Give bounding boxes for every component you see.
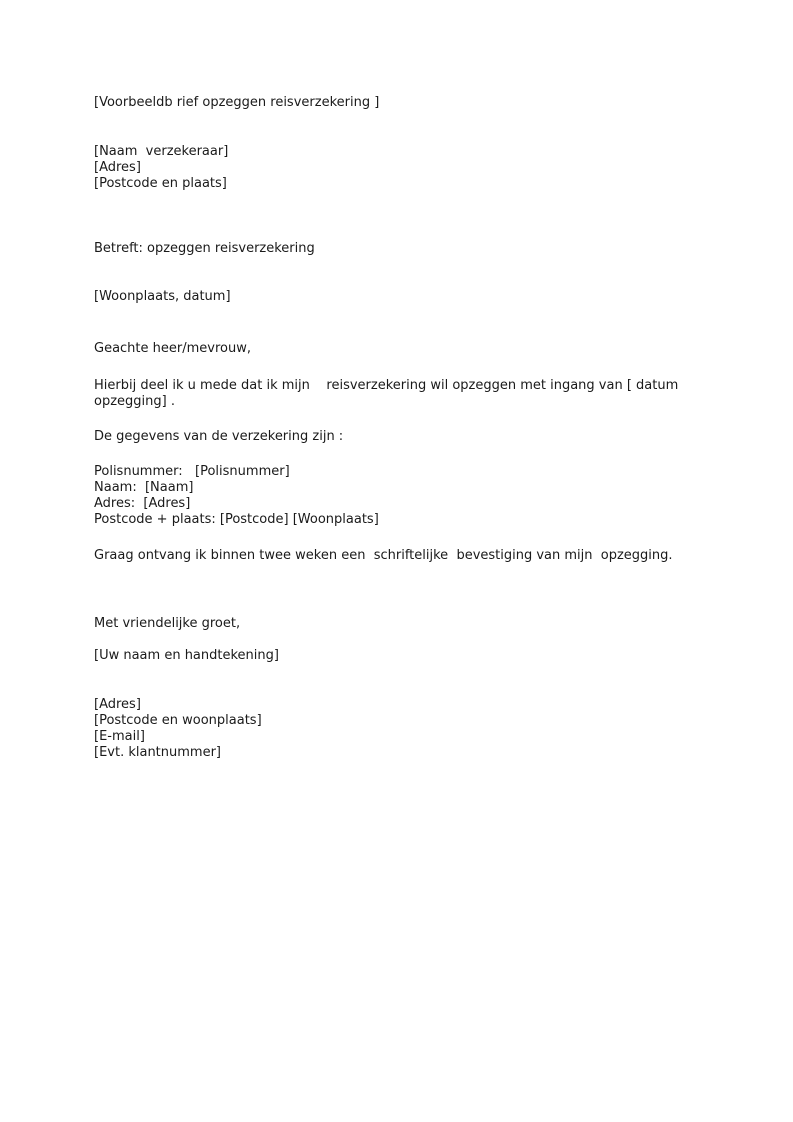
detail-policy-number: Polisnummer: [Polisnummer]	[94, 464, 290, 479]
closing: Met vriendelijke groet,	[94, 616, 241, 631]
sender-customer-number: [Evt. klantnummer]	[94, 745, 222, 760]
detail-address: Adres: [Adres]	[94, 496, 191, 511]
sender-address: [Adres]	[94, 697, 141, 712]
recipient-name: [Naam verzekeraar]	[94, 144, 229, 159]
intro-line-2: opzegging] .	[94, 394, 175, 409]
recipient-address: [Adres]	[94, 160, 141, 175]
intro-line-1: Hierbij deel ik u mede dat ik mijn reisverzekering wil opzeggen met ingang van [ datum	[94, 378, 679, 393]
detail-name: Naam: [Naam]	[94, 480, 194, 495]
details-intro: De gegevens van de verzekering zijn :	[94, 429, 344, 444]
recipient-postcode-city: [Postcode en plaats]	[94, 176, 227, 191]
sender-postcode-city: [Postcode en woonplaats]	[94, 713, 262, 728]
place-date: [Woonplaats, datum]	[94, 289, 231, 304]
subject-line: Betreft: opzeggen reisverzekering	[94, 241, 315, 256]
detail-postcode-city: Postcode + plaats: [Postcode] [Woonplaats]	[94, 512, 379, 527]
signature-placeholder: [Uw naam en handtekening]	[94, 648, 279, 663]
salutation: Geachte heer/mevrouw,	[94, 341, 251, 356]
sender-email: [E-mail]	[94, 729, 145, 744]
confirmation-request: Graag ontvang ik binnen twee weken een schriftelijke bevestiging van mijn opzegging.	[94, 548, 673, 563]
letter-title: [Voorbeeldb rief opzeggen reisverzekering ]	[94, 95, 380, 110]
